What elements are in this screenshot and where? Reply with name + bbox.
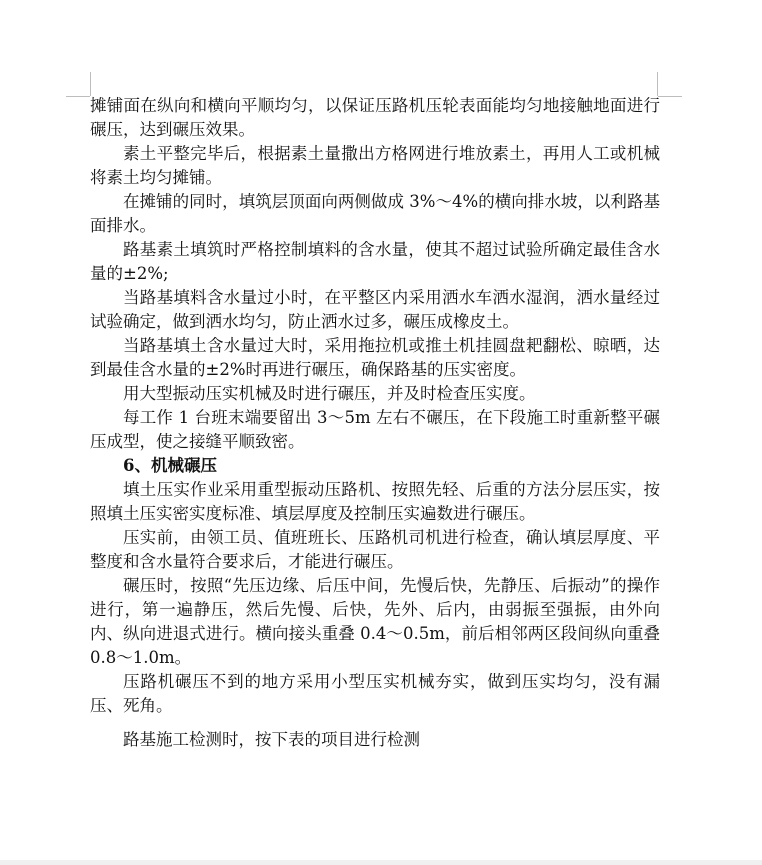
crop-mark-top-left-horizontal bbox=[66, 96, 90, 97]
paragraph: 路基施工检测时，按下表的项目进行检测 bbox=[123, 730, 420, 749]
paragraph: 当路基填料含水量过小时，在平整区内采用洒水车洒水湿润，洒水量经过试验确定，做到洒水均匀，防止洒水过多，碾压成橡皮土。 bbox=[90, 288, 660, 331]
section-heading: 6、机械碾压 bbox=[123, 456, 217, 475]
paragraph: 压路机碾压不到的地方采用小型压实机械夯实，做到压实均匀，没有漏压、死角。 bbox=[90, 672, 660, 715]
paragraph: 路基素土填筑时严格控制填料的含水量，使其不超过试验所确定最佳含水量的±2%; bbox=[90, 240, 660, 283]
page-bottom-edge bbox=[0, 860, 762, 865]
crop-mark-top-right-vertical bbox=[657, 72, 658, 96]
paragraph: 填土压实作业采用重型振动压路机、按照先轻、后重的方法分层压实，按照填土压实密实度标准、填层厚度及控制压实遍数进行碾压。 bbox=[90, 480, 660, 523]
paragraph-continuation: 摊铺面在纵向和横向平顺均匀，以保证压路机压轮表面能均匀地接触地面进行碾压，达到碾压效果。 bbox=[90, 96, 660, 139]
crop-mark-top-left-vertical bbox=[90, 72, 91, 96]
paragraph: 在摊铺的同时，填筑层顶面向两侧做成 3%～4%的横向排水坡，以利路基面排水。 bbox=[90, 192, 660, 235]
crop-mark-top-right-horizontal bbox=[658, 96, 682, 97]
paragraph: 用大型振动压实机械及时进行碾压，并及时检查压实度。 bbox=[123, 384, 536, 403]
paragraph: 压实前，由领工员、值班班长、压路机司机进行检查，确认填层厚度、平整度和含水量符合要求后，才能进行碾压。 bbox=[90, 528, 660, 571]
document-body bbox=[90, 94, 660, 752]
paragraph: 素土平整完毕后，根据素土量撒出方格网进行堆放素土，再用人工或机械将素土均匀摊铺。 bbox=[90, 144, 660, 187]
paragraph: 碾压时，按照“先压边缘、后压中间，先慢后快，先静压、后振动”的操作进行，第一遍静压，然后先慢、后快，先外、后内，由弱振至强振，由外向内、纵向进退式进行。横向接头重叠 0.4～0.5m，前后相邻两区段间纵向重叠 0.8～1.0m。 bbox=[90, 576, 660, 667]
paragraph: 每工作 1 台班末端要留出 3～5m 左右不碾压，在下段施工时重新整平碾压成型，使之接缝平顺致密。 bbox=[90, 408, 660, 451]
paragraph: 当路基填土含水量过大时，采用拖拉机或推土机挂圆盘耙翻松、晾晒，达到最佳含水量的±2%时再进行碾压，确保路基的压实密度。 bbox=[90, 336, 660, 379]
